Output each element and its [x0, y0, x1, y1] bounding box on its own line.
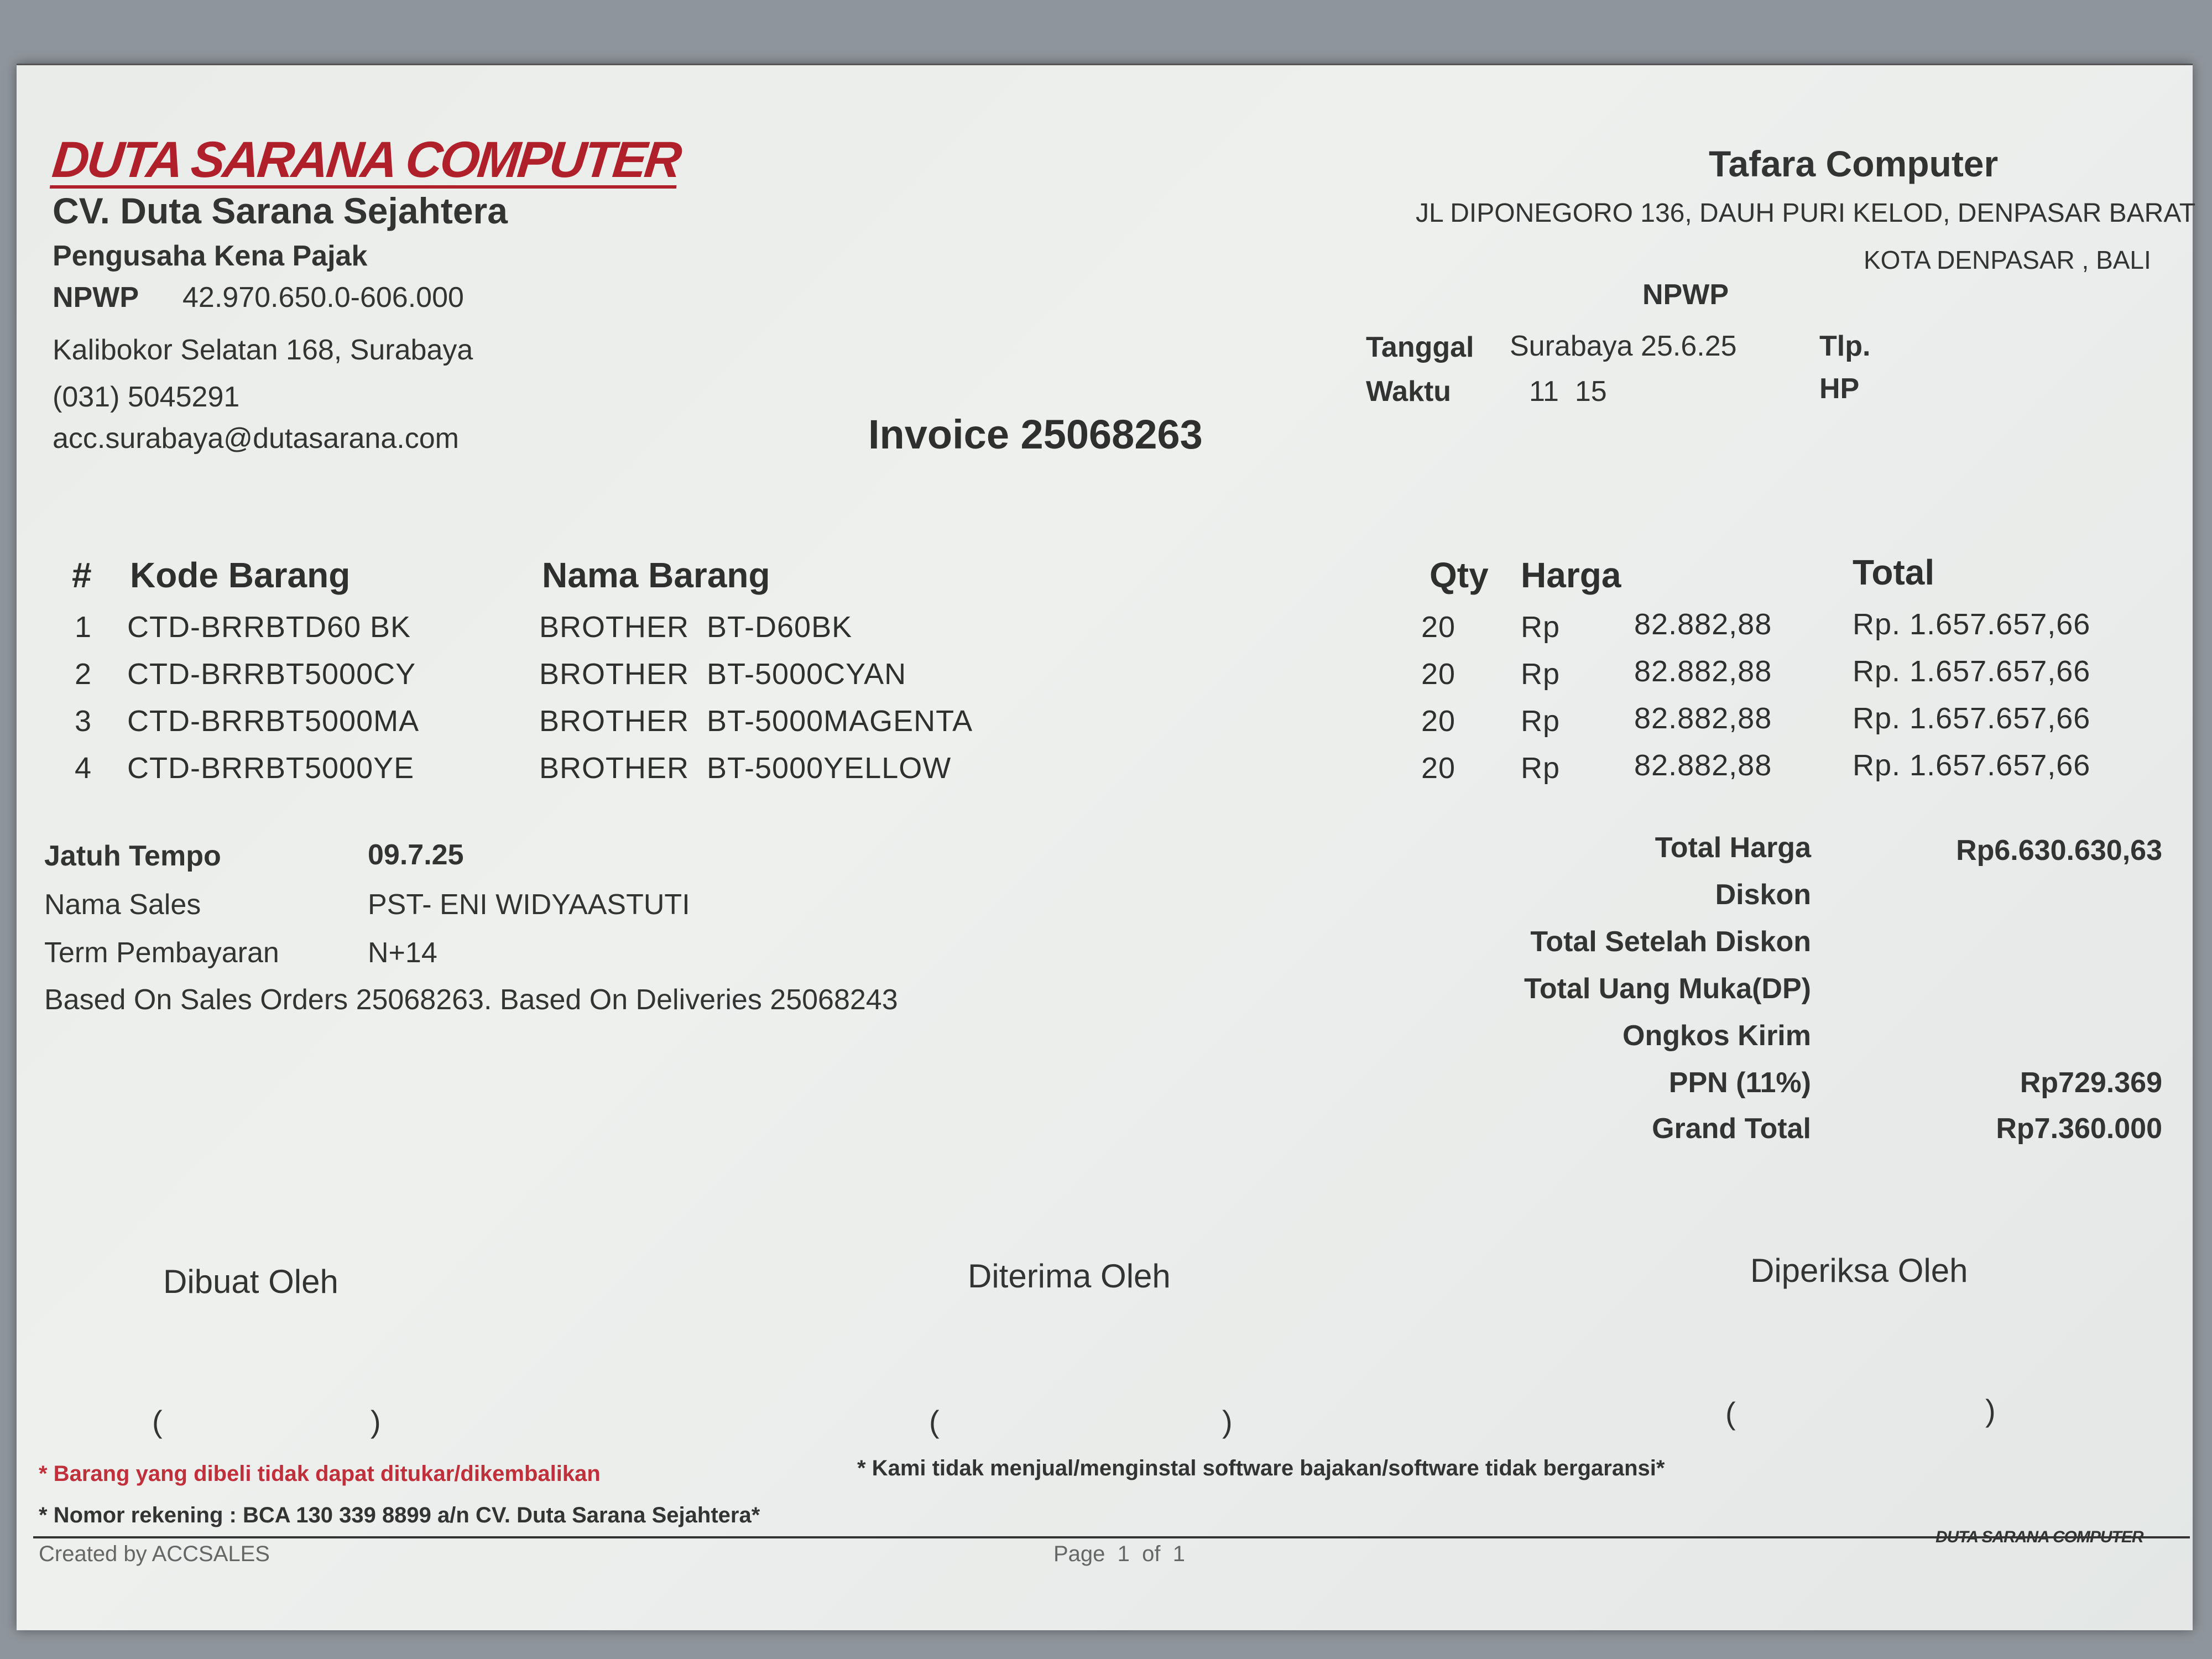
grand-total-value: Rp7.360.000 [1996, 1113, 2162, 1145]
waktu-label: Waktu [1366, 375, 1452, 408]
row-name: BROTHER BT-5000CYAN [539, 658, 907, 691]
seller-pkp: Pengusaha Kena Pajak [53, 240, 368, 272]
row-qty: 20 [1421, 705, 1456, 738]
ppn-value: Rp729.369 [2020, 1067, 2162, 1099]
seller-email: acc.surabaya@dutasarana.com [53, 422, 459, 455]
buyer-city: KOTA DENPASAR , BALI [1864, 246, 2151, 274]
invoice-paper [17, 64, 2196, 1630]
buyer-name: Tafara Computer [1709, 143, 1999, 184]
seller-address: Kalibokor Selatan 168, Surabaya [53, 334, 473, 366]
term-value: N+14 [368, 937, 437, 969]
tanggal-label: Tanggal [1366, 331, 1474, 363]
ongkos-kirim-label: Ongkos Kirim [1623, 1020, 1811, 1052]
row-currency: Rp [1521, 658, 1561, 691]
row-qty: 20 [1421, 611, 1456, 644]
row-currency: Rp [1521, 705, 1561, 738]
sign-diterima-open: ( [929, 1404, 940, 1439]
col-header-code: Kode Barang [130, 555, 351, 595]
footer-created-by: Created by ACCSALES [39, 1542, 270, 1566]
note-no-return: * Barang yang dibeli tidak dapat ditukar/dikembalikan [39, 1462, 601, 1486]
seller-phone: (031) 5045291 [53, 381, 240, 413]
total-harga-value: Rp6.630.630,63 [1956, 834, 2162, 867]
sign-diterima-label: Diterima Oleh [968, 1258, 1171, 1295]
row-total: Rp. 1.657.657,66 [1853, 608, 2091, 641]
row-total: Rp. 1.657.657,66 [1853, 749, 2091, 782]
note-software: * Kami tidak menjual/menginstal software bajakan/software tidak bergaransi* [857, 1456, 1665, 1480]
hp-label: HP [1819, 373, 1860, 405]
row-code: CTD-BRRBT5000YE [127, 752, 415, 785]
row-currency: Rp [1521, 611, 1561, 644]
row-price: 82.882,88 [1634, 749, 1772, 782]
row-price: 82.882,88 [1634, 608, 1772, 641]
row-num: 1 [75, 611, 92, 644]
sign-diperiksa-label: Diperiksa Oleh [1750, 1252, 1968, 1289]
col-header-num: # [72, 555, 92, 595]
sign-diperiksa-close: ) [1985, 1393, 1996, 1428]
total-harga-label: Total Harga [1655, 832, 1811, 864]
buyer-npwp-label: NPWP [1642, 279, 1729, 311]
footer-logo: DUTA SARANA COMPUTER [1936, 1528, 2143, 1546]
row-num: 3 [75, 705, 92, 738]
row-qty: 20 [1421, 658, 1456, 691]
jatuh-tempo-label: Jatuh Tempo [44, 840, 221, 872]
seller-logo: DUTA SARANA COMPUTER [49, 132, 682, 188]
diskon-label: Diskon [1715, 879, 1811, 911]
tanggal-value: Surabaya 25.6.25 [1510, 330, 1737, 362]
row-code: CTD-BRRBT5000CY [127, 658, 416, 691]
invoice-title: Invoice 25068263 [868, 411, 1203, 457]
ppn-label: PPN (11%) [1668, 1067, 1811, 1099]
sign-diterima-close: ) [1222, 1404, 1233, 1439]
waktu-value: 11 15 [1529, 375, 1607, 408]
col-header-price: Harga [1521, 555, 1621, 595]
row-currency: Rp [1521, 752, 1561, 785]
jatuh-tempo-value: 09.7.25 [368, 839, 464, 871]
grand-total-label: Grand Total [1652, 1113, 1811, 1145]
sign-dibuat-label: Dibuat Oleh [163, 1263, 338, 1300]
sign-dibuat-close: ) [371, 1404, 381, 1439]
note-rekening: * Nomor rekening : BCA 130 339 8899 a/n CV. Duta Sarana Sejahtera* [39, 1503, 760, 1527]
setelah-diskon-label: Total Setelah Diskon [1530, 926, 1811, 958]
term-label: Term Pembayaran [44, 937, 279, 969]
row-name: BROTHER BT-5000MAGENTA [539, 705, 973, 738]
footer-divider [33, 1536, 2190, 1538]
col-header-total: Total [1853, 552, 1935, 592]
row-total: Rp. 1.657.657,66 [1853, 702, 2091, 735]
row-code: CTD-BRRBT5000MA [127, 705, 420, 738]
buyer-address: JL DIPONEGORO 136, DAUH PURI KELOD, DENPASAR BARAT [1416, 199, 2196, 228]
nama-sales-label: Nama Sales [44, 889, 201, 921]
row-name: BROTHER BT-5000YELLOW [539, 752, 952, 785]
seller-npwp-value: 42.970.650.0-606.000 [182, 281, 464, 314]
sign-dibuat-open: ( [152, 1404, 163, 1439]
footer-page: Page 1 of 1 [1053, 1542, 1185, 1566]
row-total: Rp. 1.657.657,66 [1853, 655, 2091, 688]
nama-sales-value: PST- ENI WIDYAASTUTI [368, 889, 690, 921]
row-num: 2 [75, 658, 92, 691]
based-on-text: Based On Sales Orders 25068263. Based On Deliveries 25068243 [44, 984, 898, 1016]
col-header-name: Nama Barang [542, 555, 770, 595]
row-qty: 20 [1421, 752, 1456, 785]
seller-npwp-label: NPWP [53, 281, 139, 314]
tlp-label: Tlp. [1819, 330, 1871, 362]
row-price: 82.882,88 [1634, 655, 1772, 688]
row-num: 4 [75, 752, 92, 785]
row-code: CTD-BRRBTD60 BK [127, 611, 411, 644]
sign-diperiksa-open: ( [1725, 1396, 1736, 1431]
row-name: BROTHER BT-D60BK [539, 611, 853, 644]
row-price: 82.882,88 [1634, 702, 1772, 735]
seller-company: CV. Duta Sarana Sejahtera [53, 190, 508, 231]
col-header-qty: Qty [1430, 555, 1489, 595]
uang-muka-label: Total Uang Muka(DP) [1524, 973, 1811, 1005]
